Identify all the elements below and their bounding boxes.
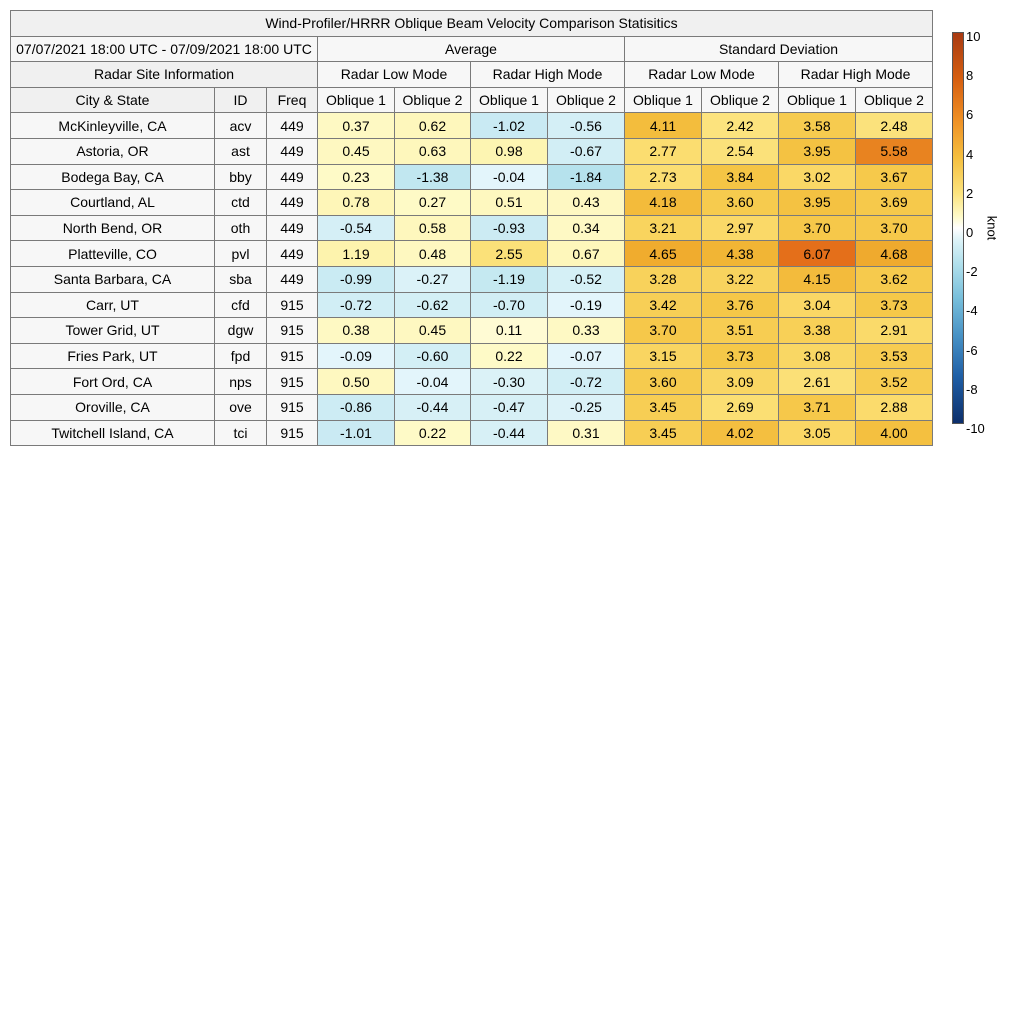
value-cell: 3.28 xyxy=(625,266,702,292)
value-cell: -0.27 xyxy=(395,266,471,292)
site-city: Astoria, OR xyxy=(11,138,215,164)
site-freq: 449 xyxy=(267,164,318,190)
site-city: Twitchell Island, CA xyxy=(11,420,215,446)
site-city: McKinleyville, CA xyxy=(11,113,215,139)
value-cell: -0.44 xyxy=(471,420,548,446)
site-freq: 915 xyxy=(267,292,318,318)
colorbar-label: knot xyxy=(984,215,1000,241)
colorbar-tick-label: 2 xyxy=(966,185,974,201)
colorbar-tick-label: -8 xyxy=(966,381,978,397)
col-header-id: ID xyxy=(215,87,267,113)
site-city: Fries Park, UT xyxy=(11,343,215,369)
site-id: oth xyxy=(215,215,267,241)
value-cell: 3.09 xyxy=(702,369,779,395)
site-freq: 915 xyxy=(267,369,318,395)
table-row xyxy=(11,343,933,369)
value-cell: 0.22 xyxy=(471,343,548,369)
value-cell: 3.73 xyxy=(856,292,933,318)
value-cell: -0.72 xyxy=(548,369,625,395)
site-id: ctd xyxy=(215,190,267,216)
site-city: Courtland, AL xyxy=(11,190,215,216)
site-id: pvl xyxy=(215,241,267,267)
value-cell: 0.33 xyxy=(548,318,625,344)
average-header: Average xyxy=(318,36,625,62)
site-info-header: Radar Site Information xyxy=(11,62,318,88)
site-id: ove xyxy=(215,394,267,420)
table-row xyxy=(11,292,933,318)
value-cell: 3.05 xyxy=(779,420,856,446)
table-row xyxy=(11,266,933,292)
value-cell: 0.78 xyxy=(318,190,395,216)
site-freq: 449 xyxy=(267,190,318,216)
colorbar-tick-label: 0 xyxy=(966,225,974,240)
value-cell: 4.68 xyxy=(856,241,933,267)
col-header-std-low-oblique-2: Oblique 2 xyxy=(702,87,779,113)
site-freq: 449 xyxy=(267,113,318,139)
site-freq: 915 xyxy=(267,394,318,420)
value-cell: -0.09 xyxy=(318,343,395,369)
value-cell: 1.19 xyxy=(318,241,395,267)
value-cell: -0.47 xyxy=(471,394,548,420)
value-cell: -0.52 xyxy=(548,266,625,292)
value-cell: -0.25 xyxy=(548,394,625,420)
value-cell: 3.45 xyxy=(625,420,702,446)
value-cell: 3.84 xyxy=(702,164,779,190)
value-cell: 4.38 xyxy=(702,241,779,267)
value-cell: -0.07 xyxy=(548,343,625,369)
value-cell: 2.48 xyxy=(856,113,933,139)
value-cell: 0.67 xyxy=(548,241,625,267)
value-cell: 0.22 xyxy=(395,420,471,446)
value-cell: 3.70 xyxy=(856,215,933,241)
colorbar-tick-label: 8 xyxy=(966,68,974,84)
value-cell: 4.11 xyxy=(625,113,702,139)
value-cell: 0.11 xyxy=(471,318,548,344)
value-cell: 2.55 xyxy=(471,241,548,267)
site-id: cfd xyxy=(215,292,267,318)
value-cell: 0.58 xyxy=(395,215,471,241)
value-cell: 0.23 xyxy=(318,164,395,190)
site-city: Bodega Bay, CA xyxy=(11,164,215,190)
avg-high-mode-header: Radar High Mode xyxy=(471,62,625,88)
col-header-avg-low-oblique-2: Oblique 2 xyxy=(395,87,471,113)
col-header-std-high-oblique-1: Oblique 1 xyxy=(779,87,856,113)
value-cell: 0.43 xyxy=(548,190,625,216)
table-title: Wind-Profiler/HRRR Oblique Beam Velocity Comparison Statisitics xyxy=(11,11,933,37)
value-cell: -1.84 xyxy=(548,164,625,190)
value-cell: -0.04 xyxy=(471,164,548,190)
table-row xyxy=(11,138,933,164)
colorbar-tick-label: -10 xyxy=(966,421,985,436)
value-cell: 3.42 xyxy=(625,292,702,318)
value-cell: 6.07 xyxy=(779,241,856,267)
value-cell: 0.34 xyxy=(548,215,625,241)
colorbar xyxy=(952,32,964,424)
site-city: Oroville, CA xyxy=(11,394,215,420)
site-city: Tower Grid, UT xyxy=(11,318,215,344)
site-freq: 915 xyxy=(267,420,318,446)
value-cell: 3.71 xyxy=(779,394,856,420)
value-cell: -0.99 xyxy=(318,266,395,292)
value-cell: 4.15 xyxy=(779,266,856,292)
value-cell: -0.56 xyxy=(548,113,625,139)
value-cell: 3.70 xyxy=(779,215,856,241)
value-cell: 0.98 xyxy=(471,138,548,164)
value-cell: 0.62 xyxy=(395,113,471,139)
table-row xyxy=(11,420,933,446)
value-cell: -0.93 xyxy=(471,215,548,241)
value-cell: 2.97 xyxy=(702,215,779,241)
site-id: dgw xyxy=(215,318,267,344)
table-row xyxy=(11,215,933,241)
value-cell: 2.88 xyxy=(856,394,933,420)
colorbar-tick-label: -6 xyxy=(966,342,978,358)
value-cell: 0.48 xyxy=(395,241,471,267)
value-cell: 0.63 xyxy=(395,138,471,164)
site-city: Santa Barbara, CA xyxy=(11,266,215,292)
value-cell: -1.01 xyxy=(318,420,395,446)
value-cell: -0.19 xyxy=(548,292,625,318)
value-cell: 2.69 xyxy=(702,394,779,420)
value-cell: 3.95 xyxy=(779,138,856,164)
value-cell: 5.58 xyxy=(856,138,933,164)
table-row xyxy=(11,241,933,267)
value-cell: 0.45 xyxy=(395,318,471,344)
value-cell: 0.31 xyxy=(548,420,625,446)
value-cell: 3.60 xyxy=(702,190,779,216)
table-row xyxy=(11,190,933,216)
value-cell: 3.02 xyxy=(779,164,856,190)
value-cell: 2.77 xyxy=(625,138,702,164)
avg-low-mode-header: Radar Low Mode xyxy=(318,62,471,88)
value-cell: 3.53 xyxy=(856,343,933,369)
site-city: Platteville, CO xyxy=(11,241,215,267)
value-cell: 3.45 xyxy=(625,394,702,420)
table-row xyxy=(11,394,933,420)
site-id: acv xyxy=(215,113,267,139)
value-cell: 3.62 xyxy=(856,266,933,292)
value-cell: 2.42 xyxy=(702,113,779,139)
value-cell: 4.02 xyxy=(702,420,779,446)
value-cell: -1.19 xyxy=(471,266,548,292)
colorbar-tick-label: -2 xyxy=(966,264,978,280)
std-header: Standard Deviation xyxy=(625,36,933,62)
value-cell: 3.22 xyxy=(702,266,779,292)
col-header-std-low-oblique-1: Oblique 1 xyxy=(625,87,702,113)
table-row xyxy=(11,164,933,190)
colorbar-tick-label: 10 xyxy=(966,29,981,44)
colorbar-tick-label: 6 xyxy=(966,107,974,123)
value-cell: 3.60 xyxy=(625,369,702,395)
value-cell: 3.15 xyxy=(625,343,702,369)
std-high-mode-header: Radar High Mode xyxy=(779,62,933,88)
site-city: North Bend, OR xyxy=(11,215,215,241)
table-body xyxy=(11,11,933,446)
site-freq: 449 xyxy=(267,138,318,164)
value-cell: -0.44 xyxy=(395,394,471,420)
value-cell: 4.18 xyxy=(625,190,702,216)
site-city: Carr, UT xyxy=(11,292,215,318)
value-cell: 0.27 xyxy=(395,190,471,216)
site-freq: 449 xyxy=(267,266,318,292)
std-low-mode-header: Radar Low Mode xyxy=(625,62,779,88)
value-cell: -0.62 xyxy=(395,292,471,318)
table-row xyxy=(11,113,933,139)
value-cell: 0.37 xyxy=(318,113,395,139)
value-cell: 3.38 xyxy=(779,318,856,344)
period-label: 07/07/2021 18:00 UTC - 07/09/2021 18:00 UTC xyxy=(11,36,318,62)
value-cell: 2.73 xyxy=(625,164,702,190)
value-cell: 0.50 xyxy=(318,369,395,395)
value-cell: 3.08 xyxy=(779,343,856,369)
site-id: fpd xyxy=(215,343,267,369)
site-id: sba xyxy=(215,266,267,292)
value-cell: 2.91 xyxy=(856,318,933,344)
site-freq: 449 xyxy=(267,215,318,241)
value-cell: 3.04 xyxy=(779,292,856,318)
value-cell: 3.51 xyxy=(702,318,779,344)
value-cell: -0.30 xyxy=(471,369,548,395)
value-cell: 4.65 xyxy=(625,241,702,267)
site-id: ast xyxy=(215,138,267,164)
value-cell: -0.86 xyxy=(318,394,395,420)
value-cell: -0.72 xyxy=(318,292,395,318)
colorbar-tick-label: 4 xyxy=(966,146,974,162)
site-id: bby xyxy=(215,164,267,190)
value-cell: 3.95 xyxy=(779,190,856,216)
value-cell: 4.00 xyxy=(856,420,933,446)
site-id: tci xyxy=(215,420,267,446)
statistics-table xyxy=(10,10,933,446)
value-cell: -0.70 xyxy=(471,292,548,318)
site-freq: 449 xyxy=(267,241,318,267)
value-cell: 0.51 xyxy=(471,190,548,216)
col-header-avg-high-oblique-1: Oblique 1 xyxy=(471,87,548,113)
value-cell: 3.52 xyxy=(856,369,933,395)
col-header-avg-low-oblique-1: Oblique 1 xyxy=(318,87,395,113)
value-cell: -0.54 xyxy=(318,215,395,241)
value-cell: 3.73 xyxy=(702,343,779,369)
value-cell: -1.02 xyxy=(471,113,548,139)
col-header-std-high-oblique-2: Oblique 2 xyxy=(856,87,933,113)
col-header-freq: Freq xyxy=(267,87,318,113)
value-cell: -0.60 xyxy=(395,343,471,369)
value-cell: 3.70 xyxy=(625,318,702,344)
table-row xyxy=(11,369,933,395)
value-cell: 0.45 xyxy=(318,138,395,164)
value-cell: -1.38 xyxy=(395,164,471,190)
site-city: Fort Ord, CA xyxy=(11,369,215,395)
site-id: nps xyxy=(215,369,267,395)
value-cell: 2.54 xyxy=(702,138,779,164)
value-cell: 3.67 xyxy=(856,164,933,190)
table-row xyxy=(11,318,933,344)
value-cell: 3.21 xyxy=(625,215,702,241)
site-freq: 915 xyxy=(267,318,318,344)
value-cell: 3.76 xyxy=(702,292,779,318)
value-cell: -0.04 xyxy=(395,369,471,395)
value-cell: -0.67 xyxy=(548,138,625,164)
colorbar-tick-label: -4 xyxy=(966,303,978,319)
col-header-avg-high-oblique-2: Oblique 2 xyxy=(548,87,625,113)
value-cell: 3.58 xyxy=(779,113,856,139)
value-cell: 0.38 xyxy=(318,318,395,344)
value-cell: 3.69 xyxy=(856,190,933,216)
site-freq: 915 xyxy=(267,343,318,369)
value-cell: 2.61 xyxy=(779,369,856,395)
col-header-city: City & State xyxy=(11,87,215,113)
